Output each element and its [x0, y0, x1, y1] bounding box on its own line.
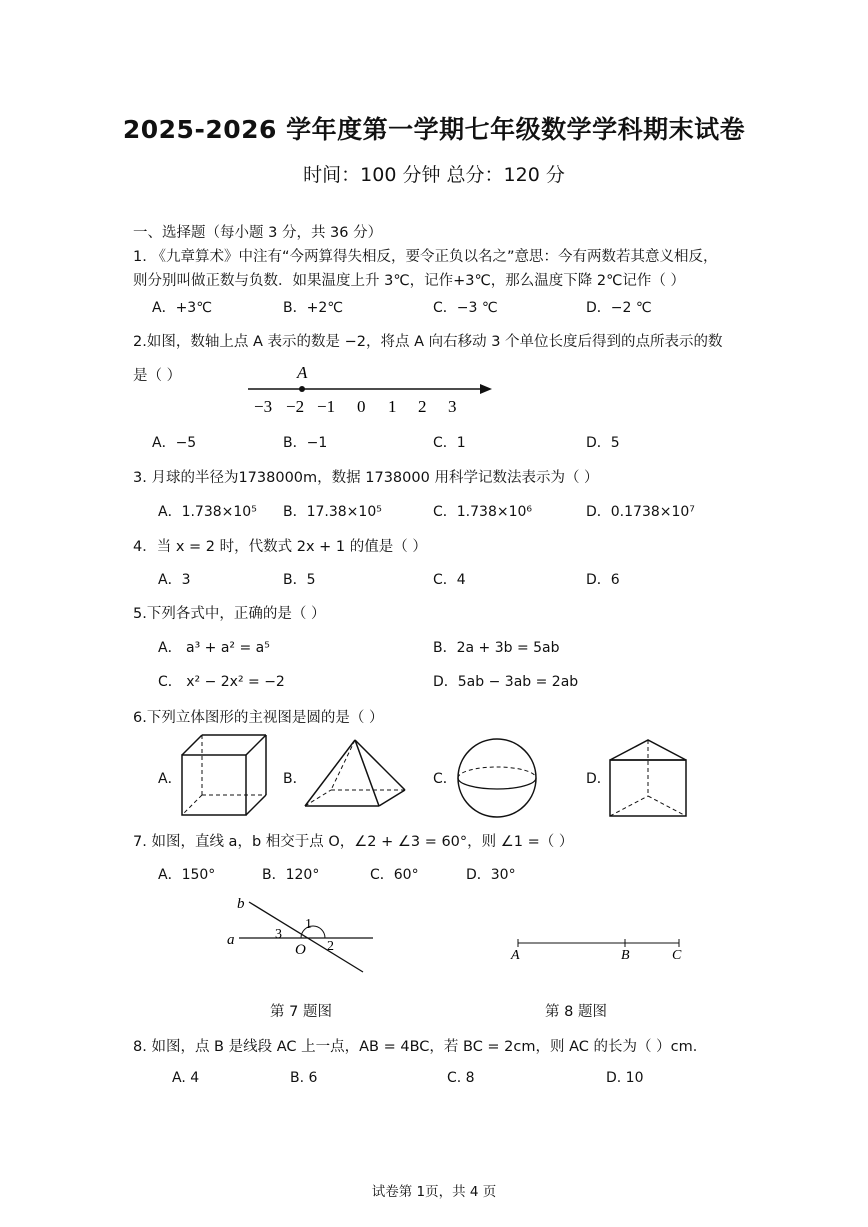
intersecting-lines-figure — [225, 890, 385, 980]
tick-label: 1 — [388, 397, 397, 416]
q7-option-a: A．150° — [158, 867, 216, 883]
angle-3-label: 3 — [275, 927, 282, 942]
q6-label-d: D． — [586, 771, 611, 787]
q5-option-b: B．2a + 3b = 5ab — [433, 640, 560, 656]
q7-text: 7. 如图，直线 a，b 相交于点 O，∠2 + ∠3 = 60°，则 ∠1 =（ ） — [133, 834, 574, 850]
point-b-label: B — [621, 948, 630, 963]
line-a-label: a — [227, 932, 235, 948]
q2-option-d: D．5 — [586, 435, 620, 451]
point-a-label: A — [511, 948, 520, 963]
q3-option-a: A．1.738×10⁵ — [158, 504, 257, 520]
q2-text-line2: 是（ ） — [133, 368, 182, 384]
line-b-label: b — [237, 896, 245, 912]
q1-text-line1: 1. 《九章算术》中注有“今两算得失相反，要令正负以名之”意思：今有两数若其意义相反， — [133, 249, 718, 265]
sphere-figure — [456, 737, 540, 821]
q3-text: 3. 月球的半径为1738000m，数据 1738000 用科学记数法表示为（ ） — [133, 470, 599, 486]
point-c-label: C — [672, 948, 682, 963]
q4-option-b: B．5 — [283, 572, 316, 588]
q2-option-c: C．1 — [433, 435, 466, 451]
q6-label-a: A． — [158, 771, 182, 787]
cube-figure — [180, 733, 270, 819]
q1-text-line2: 则分别叫做正数与负数．如果温度上升 3℃，记作+3℃，那么温度下降 2℃记作（ ） — [133, 273, 686, 289]
q4-option-d: D．6 — [586, 572, 620, 588]
number-line-figure — [240, 358, 500, 418]
q5-option-d: D．5ab − 3ab = 2ab — [433, 674, 579, 690]
q4-option-a: A．3 — [158, 572, 191, 588]
q3-option-d: D．0.1738×10⁷ — [586, 504, 695, 520]
q5-option-c: C． x² − 2x² = −2 — [158, 674, 285, 690]
q1-option-c: C．−3 ℃ — [433, 300, 498, 316]
q3-option-c: C．1.738×10⁶ — [433, 504, 533, 520]
q6-text: 6.下列立体图形的主视图是圆的是（ ） — [133, 710, 384, 726]
q8-option-c: C. 8 — [447, 1070, 475, 1086]
q8-option-d: D. 10 — [606, 1070, 644, 1086]
tick-label: 0 — [357, 397, 366, 416]
q5-text: 5.下列各式中，正确的是（ ） — [133, 606, 326, 622]
q6-label-c: C． — [433, 771, 457, 787]
segment-ac-figure — [510, 933, 690, 965]
q1-option-d: D．−2 ℃ — [586, 300, 652, 316]
tick-label: −2 — [286, 397, 305, 416]
exam-title: 2025-2026 学年度第一学期七年级数学学科期末试卷 — [122, 115, 746, 144]
point-a-dot — [299, 386, 305, 392]
q8-text: 8. 如图，点 B 是线段 AC 上一点，AB = 4BC，若 BC = 2cm，则 AC 的长为（ ）cm． — [133, 1039, 708, 1055]
angle-1-label: 1 — [305, 917, 312, 932]
q2-option-b: B．−1 — [283, 435, 328, 451]
q1-option-a: A．+3℃ — [152, 300, 212, 316]
q8-option-b: B. 6 — [290, 1070, 318, 1086]
tick-label: 2 — [418, 397, 427, 416]
q7-option-d: D．30° — [466, 867, 516, 883]
q7-option-c: C．60° — [370, 867, 419, 883]
pyramid-figure — [303, 738, 409, 810]
tick-label: −1 — [317, 397, 336, 416]
angle-2-label: 2 — [327, 939, 334, 954]
q7-option-b: B．120° — [262, 867, 320, 883]
section-heading: 一、选择题（每小题 3 分，共 36 分） — [133, 225, 383, 241]
tick-label: −3 — [254, 397, 273, 416]
q3-option-b: B．17.38×10⁵ — [283, 504, 382, 520]
q2-option-a: A．−5 — [152, 435, 197, 451]
q6-label-b: B． — [283, 771, 307, 787]
prism-figure — [608, 738, 696, 818]
q1-option-b: B．+2℃ — [283, 300, 343, 316]
q7-caption: 第 7 题图 — [270, 1004, 332, 1020]
point-o-label: O — [295, 942, 306, 958]
point-a-label: A — [297, 363, 308, 382]
tick-label: 3 — [448, 397, 457, 416]
q8-option-a: A. 4 — [172, 1070, 200, 1086]
exam-subtitle: 时间：100 分钟 总分：120 分 — [303, 164, 565, 186]
q2-text-line1: 2.如图，数轴上点 A 表示的数是 −2，将点 A 向右移动 3 个单位长度后得到的点所表示的数 — [133, 334, 723, 350]
page-footer: 试卷第 1页，共 4 页 — [371, 1184, 497, 1200]
q4-text: 4．当 x = 2 时，代数式 2x + 1 的值是（ ） — [133, 539, 427, 555]
q5-option-a: A． a³ + a² = a⁵ — [158, 640, 270, 656]
q8-caption: 第 8 题图 — [545, 1004, 607, 1020]
q4-option-c: C．4 — [433, 572, 466, 588]
